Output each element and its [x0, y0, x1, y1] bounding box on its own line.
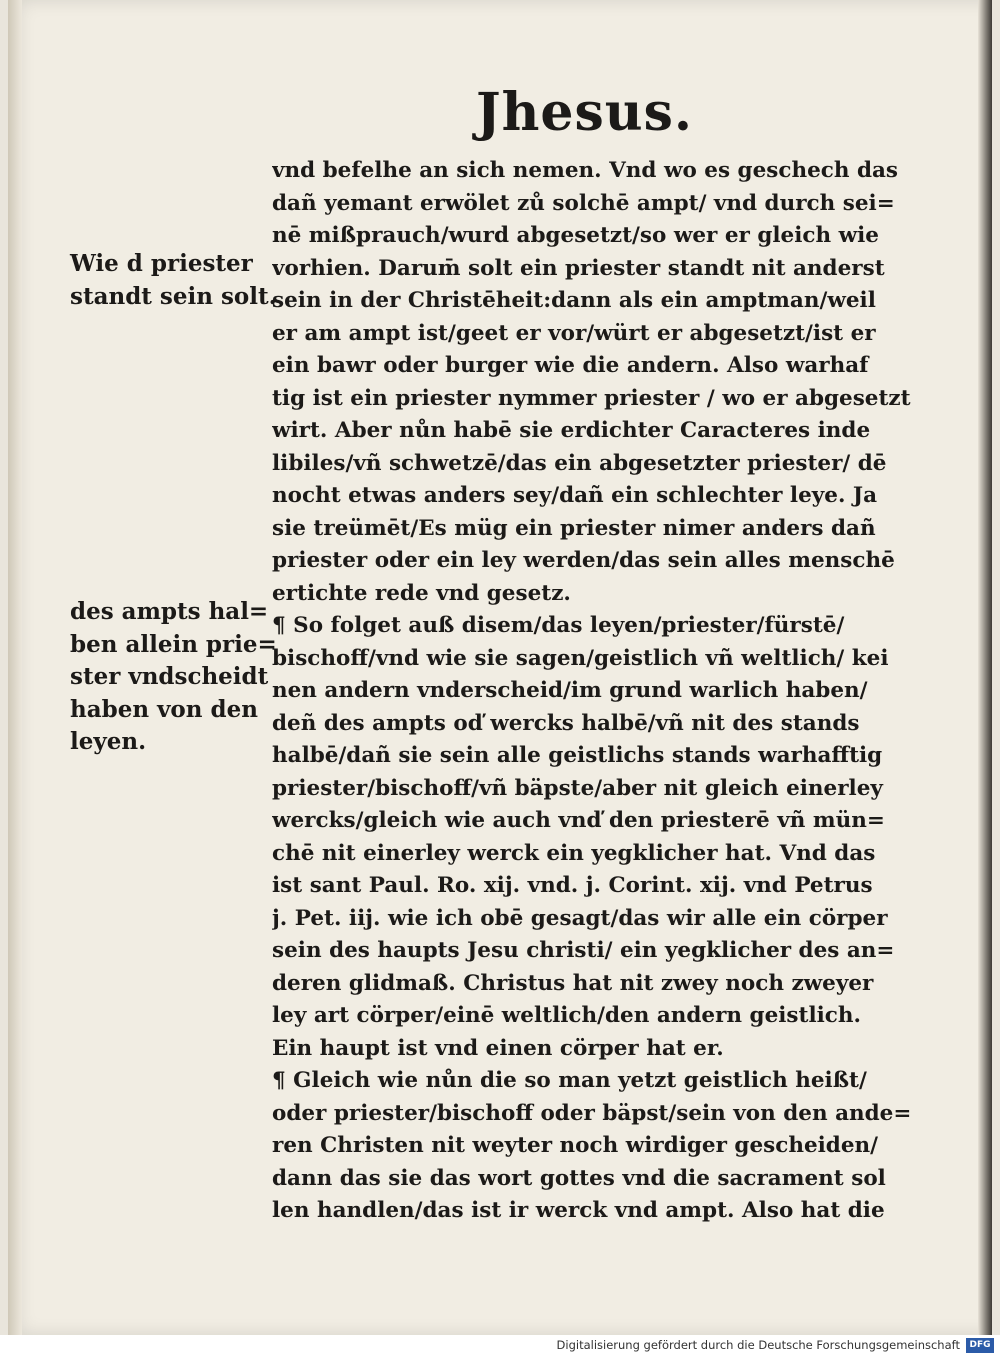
- margin-note-line: des ampts hal=: [70, 598, 269, 625]
- body-text-line: er am ampt ist/geet er vor/würt er abgesetzt/ist er: [272, 320, 876, 346]
- footer-bar: [0, 1335, 1000, 1357]
- body-text-line: nen andern vnderscheid/im grund warlich haben/: [272, 678, 868, 703]
- body-text-line: sein in der Christēheit:dann als ein amptman/weil: [272, 288, 876, 313]
- body-text-line: nocht etwas anders sey/dañ ein schlechter leye. Ja: [272, 483, 878, 508]
- page-header-title: Jhesus.: [476, 82, 693, 143]
- body-text-line: deñ des ampts oď wercks halbē/vñ nit des stands: [272, 710, 860, 736]
- body-text-line: oder priester/bischoff oder bäpst/sein von den ande=: [272, 1100, 912, 1126]
- book-page: [8, 0, 992, 1335]
- margin-note-line: haben von den: [70, 695, 258, 723]
- body-text-line: wirt. Aber nůn habē sie erdichter Caracteres inde: [272, 418, 871, 443]
- margin-note-line: ster vndscheidt: [70, 663, 269, 690]
- margin-note-line: leyen.: [70, 728, 147, 755]
- body-text-line: priester oder ein ley werden/das sein alles menschē: [272, 548, 895, 573]
- funding-credit: Digitalisierung gefördert durch die Deutsche Forschungsgemeinschaft: [556, 1338, 960, 1352]
- margin-note-line: Wie d priester: [70, 250, 253, 277]
- body-text-line: vorhien. Darum̄ solt ein priester standt nit anderst: [272, 255, 885, 281]
- body-text-line: halbē/dañ sie sein alle geistlichs stands warhafftig: [272, 743, 883, 768]
- body-text-line: ein bawr oder burger wie die andern. Also warhaf: [272, 353, 869, 378]
- margin-note-line: ben allein prie=: [70, 630, 277, 658]
- body-text-line: ertichte rede vnd gesetz.: [272, 580, 571, 606]
- body-text-line: ley art cörper/einē weltlich/den andern geistlich.: [272, 1003, 861, 1028]
- margin-note: [70, 248, 277, 313]
- body-text-line: ren Christen nit weyter noch wirdiger gescheiden/: [272, 1133, 878, 1158]
- body-text-line: tig ist ein priester nymmer priester / wo er abgesetzt: [272, 385, 911, 411]
- body-text-line: priester/bischoff/vñ bäpste/aber nit gleich einerley: [272, 775, 883, 801]
- body-text-line: bischoff/vnd wie sie sagen/geistlich vñ weltlich/ kei: [272, 645, 889, 671]
- body-text-line: Ein haupt ist vnd einen cörper hat er.: [272, 1035, 724, 1061]
- body-text-line: ¶ Gleich wie nůn die so man yetzt geistlich heißt/: [272, 1068, 867, 1093]
- body-text-line: libiles/vñ schwetzē/das ein abgesetzter priester/ dē: [272, 450, 887, 476]
- body-text-line: sein des haupts Jesu christi/ ein yegklicher des an=: [272, 938, 895, 963]
- body-text-line: vnd befelhe an sich nemen. Vnd wo es geschech das: [272, 158, 899, 183]
- body-text-line: len handlen/das ist ir werck vnd ampt. Also hat die: [272, 1198, 885, 1223]
- dfg-logo: DFG: [966, 1338, 994, 1353]
- body-text-line: ist sant Paul. Ro. xij. vnd. j. Corint. xij. vnd Petrus: [272, 873, 873, 898]
- margin-note-line: standt sein solt.: [70, 282, 277, 310]
- body-text-line: dann das sie das wort gottes vnd die sacrament sol: [272, 1165, 886, 1191]
- body-text-line: deren glidmaß. Christus hat nit zwey noch zweyer: [272, 970, 874, 996]
- page-gutter: [8, 0, 22, 1335]
- body-text-line: ¶ So folget auß disem/das leyen/priester/fürstē/: [272, 613, 845, 638]
- body-text-line: sie treümēt/Es müg ein priester nimer anders dañ: [272, 515, 876, 541]
- body-text-line: nē mißprauch/wurd abgesetzt/so wer er gleich wie: [272, 223, 879, 248]
- book-edge: [978, 0, 992, 1335]
- body-text-line: chē nit einerley werck ein yegklicher hat. Vnd das: [272, 840, 876, 866]
- body-text-line: dañ yemant erwölet zů solchē ampt/ vnd durch sei=: [272, 190, 895, 216]
- body-text-line: j. Pet. iij. wie ich obē gesagt/das wir alle ein cörper: [272, 905, 888, 931]
- body-text-line: wercks/gleich wie auch vnď den priesterē vñ mün=: [272, 808, 885, 833]
- margin-note: [70, 596, 277, 759]
- body-text-block: [272, 155, 912, 1228]
